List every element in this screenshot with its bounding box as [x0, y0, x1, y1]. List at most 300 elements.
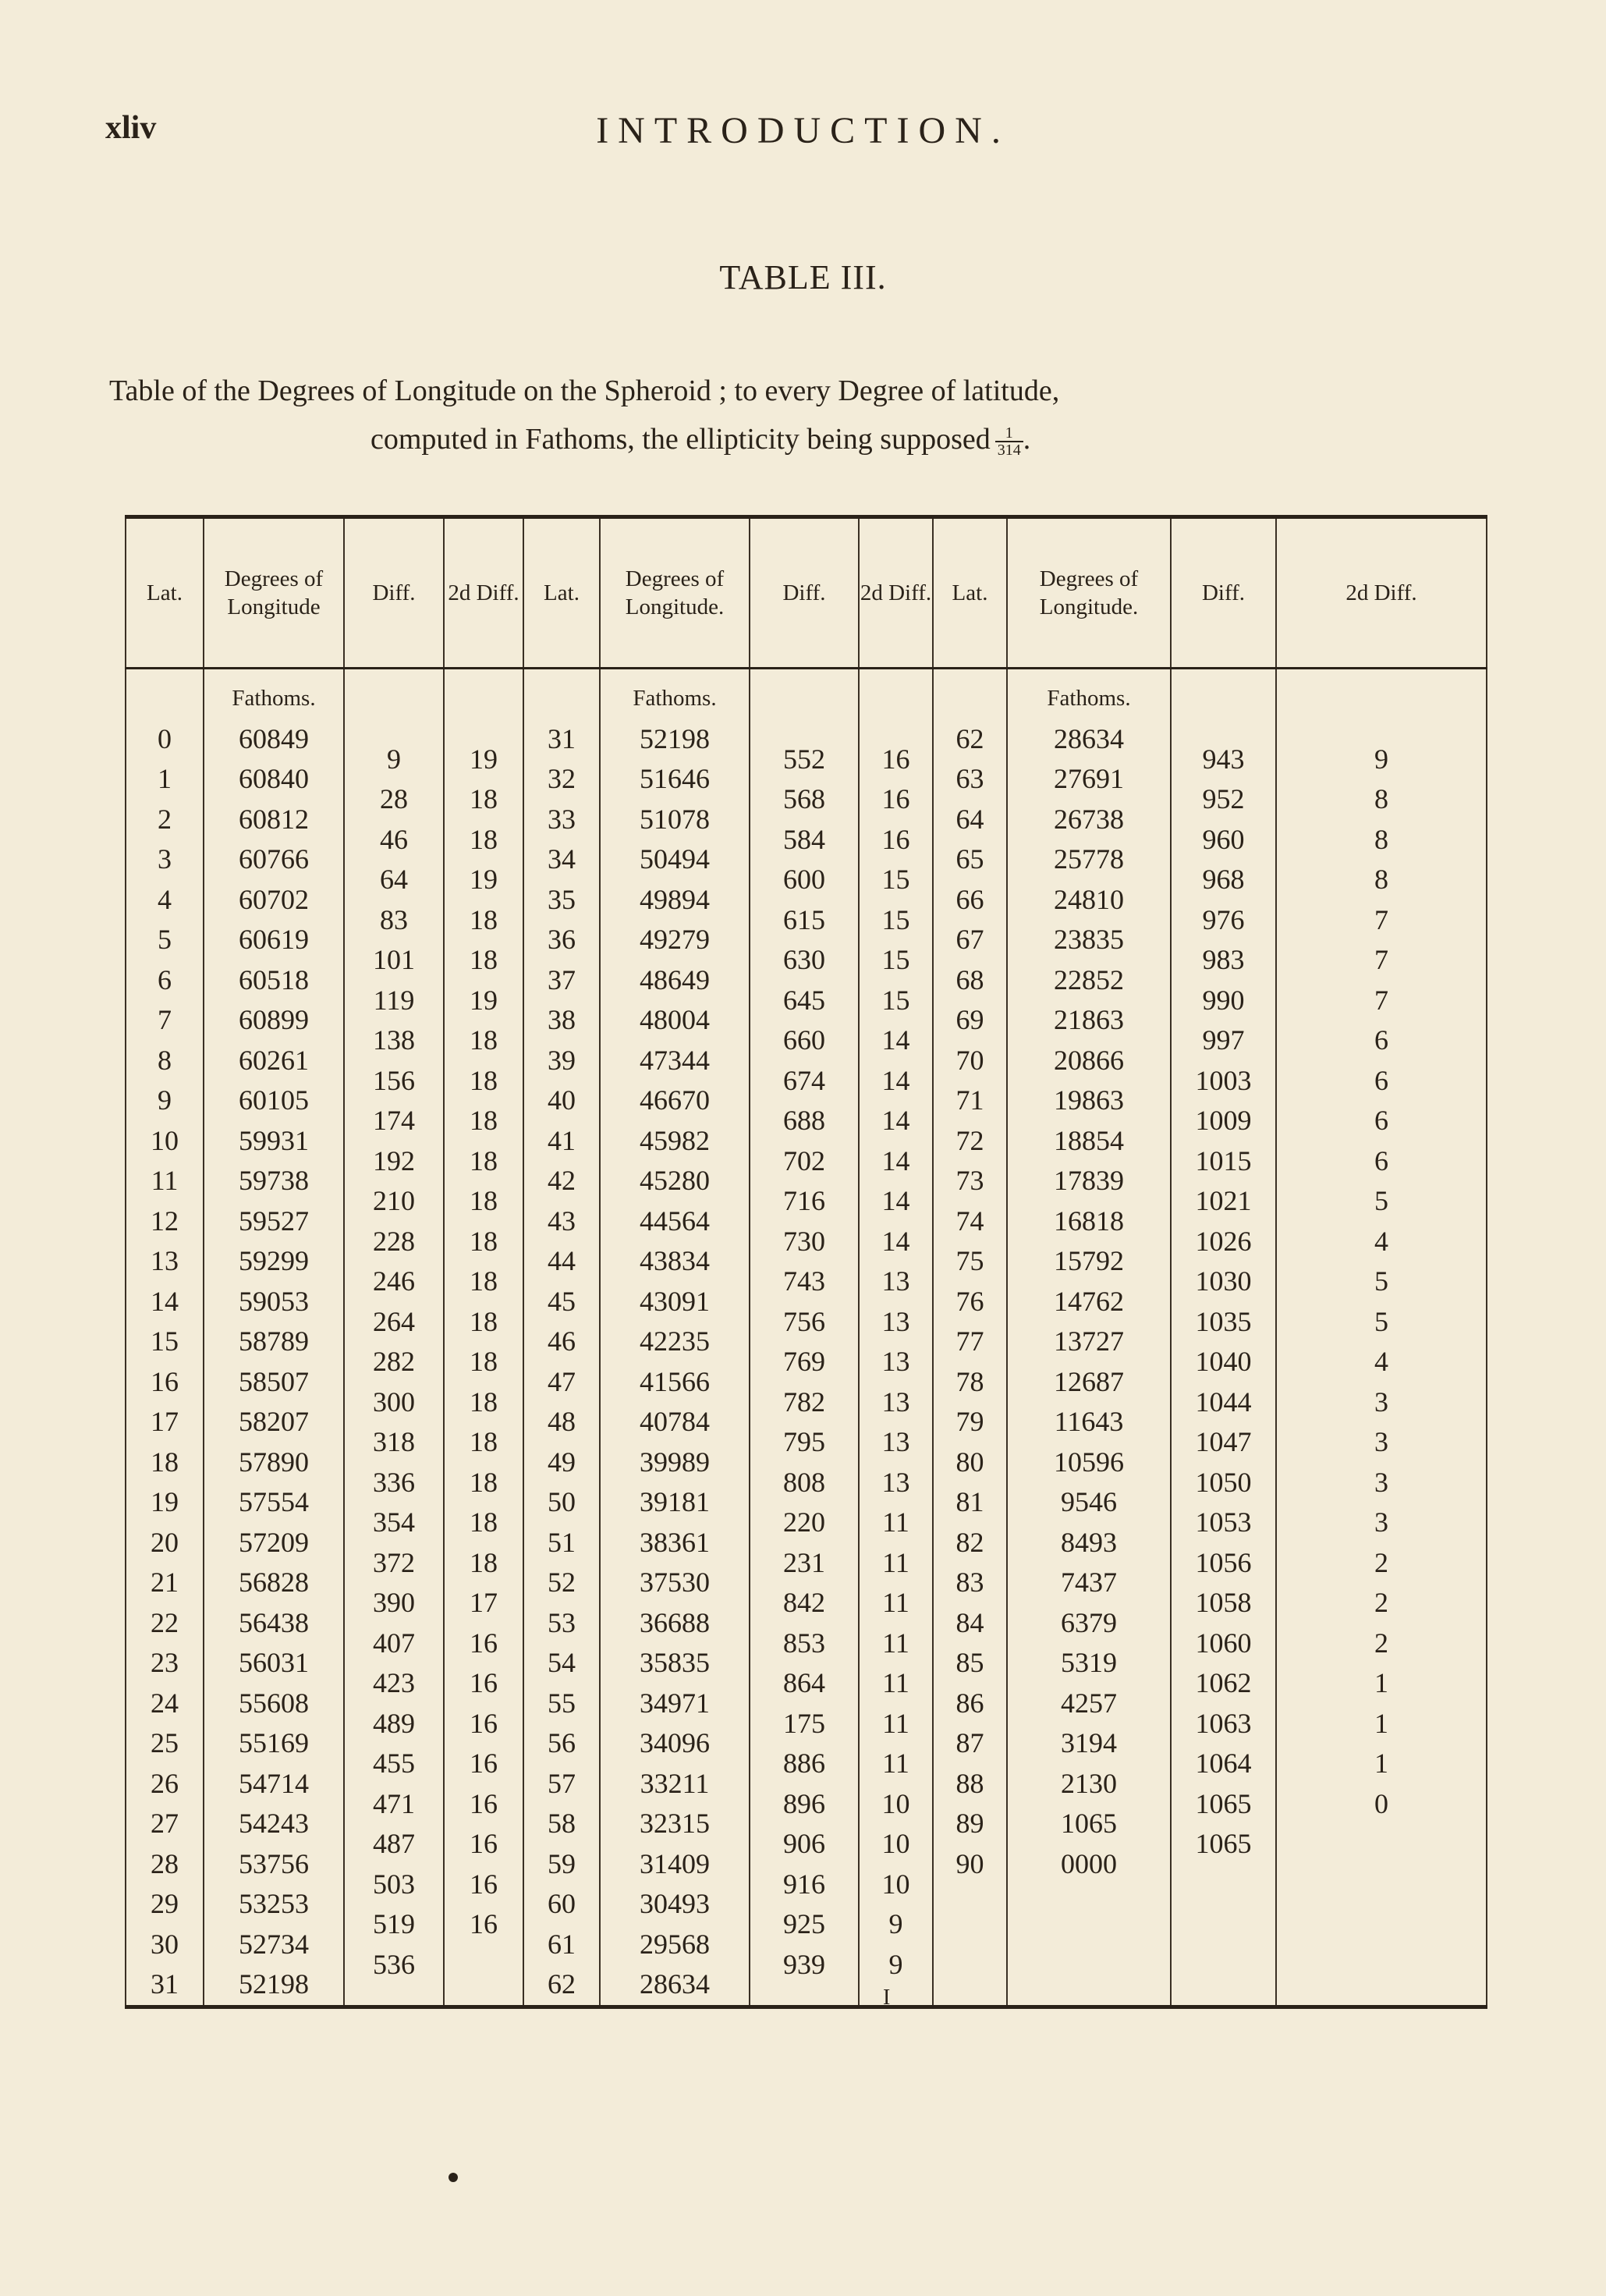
table-cell-longitude: 56031 [239, 1647, 309, 1678]
column-diff-2 [750, 669, 858, 2005]
table-cell-diff: 1050 [1195, 1466, 1252, 1498]
table-cell-diff: 156 [373, 1064, 415, 1096]
cell-longitude-1 [204, 669, 344, 2007]
table-cell-longitude: 59738 [239, 1165, 309, 1196]
table-cell-longitude: 58207 [239, 1406, 309, 1437]
table-cell-longitude: 17839 [1054, 1165, 1124, 1196]
table-cell-lat: 25 [151, 1727, 179, 1758]
table-cell-longitude: 60899 [239, 1004, 309, 1035]
table-cell-diff: 615 [783, 903, 825, 935]
table-cell-diff: 336 [373, 1466, 415, 1498]
table-cell-longitude: 53253 [239, 1888, 309, 1919]
table-cell-longitude: 55608 [239, 1687, 309, 1719]
table-cell-diff2: 3 [1374, 1506, 1388, 1538]
table-cell-lat: 62 [955, 722, 984, 754]
table-cell-diff2: 2 [1374, 1627, 1388, 1659]
table-cell-lat: 88 [955, 1767, 984, 1799]
table-cell-diff2: 16 [470, 1787, 498, 1819]
table-cell-diff: 64 [380, 864, 408, 896]
table-cell-diff: 1021 [1195, 1185, 1252, 1217]
table-cell-diff2: 15 [881, 944, 910, 976]
table-cell-lat: 58 [548, 1808, 576, 1839]
table-cell-diff2: 18 [470, 1466, 498, 1498]
table-cell-lat: 4 [158, 883, 172, 915]
table-cell-longitude: 57209 [239, 1526, 309, 1558]
table-cell-longitude: 50494 [640, 843, 710, 875]
table-cell-diff2: 8 [1374, 783, 1388, 815]
table-cell-diff2: 13 [881, 1305, 910, 1337]
column-spacer [126, 679, 203, 719]
table-cell-diff: 756 [783, 1305, 825, 1337]
table-cell-longitude: 59053 [239, 1285, 309, 1317]
table-cell-lat: 24 [151, 1687, 179, 1719]
table-cell-lat: 84 [955, 1606, 984, 1638]
table-cell-diff2: 19 [470, 743, 498, 775]
table-cell-lat: 33 [548, 803, 576, 835]
table-cell-lat: 17 [151, 1406, 179, 1437]
cell-lat-3 [933, 669, 1007, 2007]
table-cell-diff2: 15 [881, 864, 910, 896]
table-cell-diff: 471 [373, 1787, 415, 1819]
table-cell-diff: 968 [1202, 864, 1245, 896]
table-cell-longitude: 28634 [1054, 722, 1124, 754]
table-cell-lat: 0 [158, 722, 172, 754]
table-cell-lat: 2 [158, 803, 172, 835]
table-cell-diff2: 14 [881, 1144, 910, 1176]
table-cell-diff2: 9 [888, 1948, 903, 1980]
table-cell-diff: 630 [783, 944, 825, 976]
cell-longitude-3 [1007, 669, 1171, 2007]
table-cell-longitude: 43091 [640, 1285, 710, 1317]
table-cell-diff: 390 [373, 1587, 415, 1619]
table-cell-diff2: 18 [470, 783, 498, 815]
table-cell-longitude: 30493 [640, 1888, 710, 1919]
table-cell-lat: 85 [955, 1647, 984, 1678]
table-cell-longitude: 9546 [1061, 1486, 1117, 1517]
table-cell-diff: 1062 [1195, 1667, 1252, 1699]
table-cell-diff: 939 [783, 1948, 825, 1980]
table-cell-diff: 1026 [1195, 1225, 1252, 1257]
table-cell-diff2: 18 [470, 1305, 498, 1337]
table-cell-diff2: 14 [881, 1185, 910, 1217]
table-cell-longitude: 48649 [640, 963, 710, 995]
table-cell-longitude: 26738 [1054, 803, 1124, 835]
table-cell-longitude: 38361 [640, 1526, 710, 1558]
table-cell-diff: 83 [380, 903, 408, 935]
table-cell-diff: 674 [783, 1064, 825, 1096]
table-cell-longitude: 11643 [1054, 1406, 1124, 1437]
cell-diff-1 [344, 669, 444, 2007]
table-cell-diff2: 14 [881, 1105, 910, 1137]
table-cell-longitude: 13727 [1054, 1325, 1124, 1357]
table-cell-lat: 32 [548, 763, 576, 794]
table-cell-diff2: 18 [470, 1064, 498, 1096]
table-cell-longitude: 49279 [640, 924, 710, 955]
header-lat-3: Lat. [933, 517, 1007, 669]
table-cell-diff2: 14 [881, 1225, 910, 1257]
cell-lat-1 [126, 669, 204, 2007]
header-lat-1: Lat. [126, 517, 204, 669]
table-cell-lat: 38 [548, 1004, 576, 1035]
table-cell-diff2: 18 [470, 1426, 498, 1458]
table-cell-diff2: 11 [882, 1707, 909, 1739]
cell-lat-2 [523, 669, 600, 2007]
table-cell-lat: 82 [955, 1526, 984, 1558]
table-cell-lat: 50 [548, 1486, 576, 1517]
table-cell-lat: 62 [548, 1968, 576, 2000]
table-cell-diff: 645 [783, 984, 825, 1016]
table-cell-lat: 78 [955, 1365, 984, 1397]
table-cell-diff: 782 [783, 1386, 825, 1418]
table-cell-diff2: 11 [882, 1546, 909, 1578]
table-cell-lat: 15 [151, 1325, 179, 1357]
table-cell-lat: 37 [548, 963, 576, 995]
table-cell-longitude: 59527 [239, 1205, 309, 1237]
table-cell-diff: 925 [783, 1908, 825, 1940]
table-cell-diff2: 16 [881, 743, 910, 775]
longitude-table [125, 515, 1487, 2009]
column-lat-3 [934, 669, 1006, 2005]
table-cell-diff2: 2 [1374, 1546, 1388, 1578]
table-cell-lat: 80 [955, 1446, 984, 1478]
table-cell-diff: 990 [1202, 984, 1245, 1016]
table-cell-diff: 1047 [1195, 1426, 1252, 1458]
table-cell-longitude: 34971 [640, 1687, 710, 1719]
decorative-dot [448, 2173, 458, 2182]
table-cell-lat: 44 [548, 1245, 576, 1276]
cell-diff-2 [750, 669, 859, 2007]
table-cell-lat: 55 [548, 1687, 576, 1719]
table-cell-lat: 3 [158, 843, 172, 875]
table-cell-diff2: 18 [470, 1546, 498, 1578]
header-row [126, 517, 1487, 669]
table-cell-longitude: 39181 [640, 1486, 710, 1517]
table-cell-longitude: 31409 [640, 1847, 710, 1879]
table-cell-lat: 47 [548, 1365, 576, 1397]
table-cell-diff2: 6 [1374, 1144, 1388, 1176]
table-cell-diff: 1053 [1195, 1506, 1252, 1538]
table-cell-longitude: 40784 [640, 1406, 710, 1437]
table-cell-lat: 19 [151, 1486, 179, 1517]
table-cell-longitude: 60105 [239, 1084, 309, 1116]
table-cell-longitude: 19863 [1054, 1084, 1124, 1116]
table-cell-longitude: 33211 [640, 1767, 710, 1799]
table-cell-diff: 228 [373, 1225, 415, 1257]
column-diff-1 [345, 669, 443, 2005]
column-lat-2 [524, 669, 599, 2005]
table-cell-diff2: 17 [470, 1587, 498, 1619]
table-cell-diff2: 16 [881, 823, 910, 855]
running-head [0, 109, 1606, 156]
table-cell-diff: 702 [783, 1144, 825, 1176]
column-2d-diff-1 [445, 669, 523, 2005]
table-cell-diff2: 6 [1374, 1064, 1388, 1096]
table-cell-lat: 1 [158, 763, 172, 794]
table-cell-lat: 29 [151, 1888, 179, 1919]
table-cell-diff2: 16 [470, 1908, 498, 1940]
table-cell-lat: 81 [955, 1486, 984, 1517]
header-diff-1: Diff. [344, 517, 444, 669]
table-cell-diff: 300 [373, 1386, 415, 1418]
table-cell-diff2: 16 [470, 1828, 498, 1860]
table-cell-diff: 808 [783, 1466, 825, 1498]
table-cell-diff: 1009 [1195, 1105, 1252, 1137]
table-cell-diff2: 18 [470, 944, 498, 976]
table-cell-longitude: 34096 [640, 1727, 710, 1758]
table-cell-longitude: 60840 [239, 763, 309, 794]
table-cell-longitude: 5319 [1061, 1647, 1117, 1678]
units-label: Fathoms. [1047, 686, 1131, 711]
table-cell-lat: 9 [158, 1084, 172, 1116]
table-cell-diff2: 9 [1374, 743, 1388, 775]
table-cell-longitude: 20866 [1054, 1044, 1124, 1076]
table-cell-diff: 568 [783, 783, 825, 815]
table-cell-diff: 101 [373, 944, 415, 976]
table-cell-diff: 1058 [1195, 1587, 1252, 1619]
cell-2d-diff-3 [1276, 669, 1487, 2007]
table-cell-diff2: 11 [882, 1627, 909, 1659]
table-cell-longitude: 49894 [640, 883, 710, 915]
table-cell-longitude: 51078 [640, 803, 710, 835]
table-cell-diff2: 8 [1374, 823, 1388, 855]
table-cell-longitude: 58789 [239, 1325, 309, 1357]
table-cell-lat: 56 [548, 1727, 576, 1758]
table-cell-diff2: 16 [470, 1707, 498, 1739]
table-cell-diff2: 18 [470, 1346, 498, 1378]
table-cell-diff: 282 [373, 1346, 415, 1378]
table-cell-diff2: 5 [1374, 1265, 1388, 1297]
table-cell-diff: 795 [783, 1426, 825, 1458]
header-2d-diff-2: 2d Diff. [859, 517, 933, 669]
table-cell-longitude: 2130 [1061, 1767, 1117, 1799]
table-cell-diff2: 18 [470, 1144, 498, 1176]
table-cell-diff2: 11 [882, 1506, 909, 1538]
table-cell-diff: 716 [783, 1185, 825, 1217]
table-cell-diff: 1060 [1195, 1627, 1252, 1659]
table-cell-diff: 1003 [1195, 1064, 1252, 1096]
table-cell-lat: 83 [955, 1567, 984, 1598]
fraction-numerator: 1 [995, 425, 1023, 442]
table-cell-diff2: 18 [470, 1386, 498, 1418]
table-cell-lat: 14 [151, 1285, 179, 1317]
table-cell-longitude: 45280 [640, 1165, 710, 1196]
table-cell-diff: 688 [783, 1105, 825, 1137]
table-cell-lat: 72 [955, 1124, 984, 1156]
table-cell-diff: 983 [1202, 944, 1245, 976]
table-cell-lat: 36 [548, 924, 576, 955]
table-cell-diff: 600 [783, 864, 825, 896]
table-cell-longitude: 32315 [640, 1808, 710, 1839]
table-cell-lat: 52 [548, 1567, 576, 1598]
table-cell-diff: 318 [373, 1426, 415, 1458]
table-cell-longitude: 10596 [1054, 1446, 1124, 1478]
table-cell-lat: 16 [151, 1365, 179, 1397]
table-cell-diff: 842 [783, 1587, 825, 1619]
cell-2d-diff-1 [444, 669, 523, 2007]
table-cell-diff2: 13 [881, 1265, 910, 1297]
table-cell-longitude: 53756 [239, 1847, 309, 1879]
table-cell-lat: 65 [955, 843, 984, 875]
table-cell-lat: 41 [548, 1124, 576, 1156]
table-cell-diff: 536 [373, 1948, 415, 1980]
table-cell-lat: 27 [151, 1808, 179, 1839]
table-cell-diff2: 14 [881, 1064, 910, 1096]
table-cell-longitude: 52198 [239, 1968, 309, 2000]
caption-line-1: Table of the Degrees of Longitude on the Spheroid ; to every Degree of latitude, [109, 374, 1060, 407]
table-cell-diff2: 18 [470, 823, 498, 855]
table-cell-longitude: 56438 [239, 1606, 309, 1638]
header-longitude-3: Degrees of Longitude. [1007, 517, 1171, 669]
header-lat-2: Lat. [523, 517, 600, 669]
table-cell-longitude: 48004 [640, 1004, 710, 1035]
table-cell-diff: 9 [387, 743, 401, 775]
table-cell-longitude: 0000 [1061, 1847, 1117, 1879]
table-cell-diff: 997 [1202, 1024, 1245, 1056]
table-cell-longitude: 60619 [239, 924, 309, 955]
table-cell-diff: 960 [1202, 823, 1245, 855]
header-diff-2: Diff. [750, 517, 859, 669]
table-cell-lat: 42 [548, 1165, 576, 1196]
table-cell-diff2: 18 [470, 1105, 498, 1137]
table-cell-longitude: 60261 [239, 1044, 309, 1076]
table-cell-diff2: 10 [881, 1868, 910, 1900]
table-cell-diff2: 2 [1374, 1587, 1388, 1619]
table-cell-diff: 943 [1202, 743, 1245, 775]
table-cell-lat: 30 [151, 1928, 179, 1960]
table-cell-diff: 660 [783, 1024, 825, 1056]
table-cell-longitude: 12687 [1054, 1365, 1124, 1397]
table-cell-diff: 423 [373, 1667, 415, 1699]
table-cell-lat: 5 [158, 924, 172, 955]
table-cell-diff: 584 [783, 823, 825, 855]
table-cell-longitude: 59299 [239, 1245, 309, 1276]
table-cell-diff2: 6 [1374, 1024, 1388, 1056]
table-cell-lat: 66 [955, 883, 984, 915]
table-cell-diff: 210 [373, 1185, 415, 1217]
table-cell-longitude: 8493 [1061, 1526, 1117, 1558]
table-cell-diff: 138 [373, 1024, 415, 1056]
column-2d-diff-2 [860, 669, 932, 2005]
table-cell-diff2: 18 [470, 1506, 498, 1538]
table-cell-diff: 46 [380, 823, 408, 855]
table-cell-lat: 22 [151, 1606, 179, 1638]
cell-longitude-2 [600, 669, 750, 2007]
table-cell-diff2: 11 [882, 1748, 909, 1780]
column-2d-diff-3 [1277, 669, 1486, 2005]
table-cell-diff2: 8 [1374, 864, 1388, 896]
table-cell-longitude: 1065 [1061, 1808, 1117, 1839]
table-cell-diff2: 1 [1374, 1667, 1388, 1699]
table-cell-diff2: 18 [470, 1265, 498, 1297]
table-cell-lat: 10 [151, 1124, 179, 1156]
table-cell-diff2: 7 [1374, 944, 1388, 976]
table-cell-longitude: 14762 [1054, 1285, 1124, 1317]
table-cell-diff: 916 [783, 1868, 825, 1900]
table-cell-diff2: 18 [470, 1024, 498, 1056]
table-cell-lat: 8 [158, 1044, 172, 1076]
table-cell-diff: 1056 [1195, 1546, 1252, 1578]
table-cell-diff: 220 [783, 1506, 825, 1538]
table-cell-diff2: 19 [470, 864, 498, 896]
table-cell-diff: 246 [373, 1265, 415, 1297]
table-cell-diff: 1065 [1195, 1828, 1252, 1860]
table-cell-diff: 769 [783, 1346, 825, 1378]
table-cell-longitude: 25778 [1054, 843, 1124, 875]
table-cell-longitude: 57890 [239, 1446, 309, 1478]
table-cell-longitude: 59931 [239, 1124, 309, 1156]
table-cell-diff2: 5 [1374, 1305, 1388, 1337]
header-2d-diff-1: 2d Diff. [444, 517, 523, 669]
table-cell-diff2: 1 [1374, 1748, 1388, 1780]
table-cell-longitude: 60766 [239, 843, 309, 875]
table-cell-diff2: 16 [470, 1627, 498, 1659]
header-longitude-1: Degrees of Longitude [204, 517, 344, 669]
table-cell-longitude: 23835 [1054, 924, 1124, 955]
table-cell-longitude: 43834 [640, 1245, 710, 1276]
fraction-denominator: 314 [997, 442, 1021, 460]
table-cell-diff: 519 [373, 1908, 415, 1940]
table-cell-diff2: 15 [881, 984, 910, 1016]
table-cell-diff: 1035 [1195, 1305, 1252, 1337]
table-cell-diff2: 16 [470, 1868, 498, 1900]
table-cell-longitude: 36688 [640, 1606, 710, 1638]
caption-line-2: computed in Fathoms, the ellipticity being supposed $\frac{1}{314}$ . [370, 423, 1031, 460]
table-cell-diff2: 13 [881, 1466, 910, 1498]
table-cell-diff2: 14 [881, 1024, 910, 1056]
table-cell-diff2: 15 [881, 903, 910, 935]
table-cell-lat: 67 [955, 924, 984, 955]
table-cell-lat: 54 [548, 1647, 576, 1678]
table-cell-longitude: 7437 [1061, 1567, 1117, 1598]
table-cell-diff2: 7 [1374, 984, 1388, 1016]
table-cell-diff2: 7 [1374, 903, 1388, 935]
table-cell-lat: 61 [548, 1928, 576, 1960]
table-cell-lat: 70 [955, 1044, 984, 1076]
table-cell-diff2: 16 [470, 1667, 498, 1699]
table-cell-diff2: 9 [888, 1908, 903, 1940]
table-cell-diff: 119 [373, 984, 415, 1016]
table-cell-lat: 75 [955, 1245, 984, 1276]
table-cell-diff: 1030 [1195, 1265, 1252, 1297]
table-cell-longitude: 54243 [239, 1808, 309, 1839]
table-cell-lat: 12 [151, 1205, 179, 1237]
table-cell-lat: 73 [955, 1165, 984, 1196]
column-longitude-3 [1008, 669, 1170, 2005]
header-2d-diff-3: 2d Diff. [1276, 517, 1487, 669]
table-cell-diff: 503 [373, 1868, 415, 1900]
table-cell-diff2: 4 [1374, 1225, 1388, 1257]
table-cell-diff: 175 [783, 1707, 825, 1739]
table-cell-diff2: 16 [881, 783, 910, 815]
table-cell-lat: 45 [548, 1285, 576, 1317]
table-cell-diff: 976 [1202, 903, 1245, 935]
table-cell-longitude: 60812 [239, 803, 309, 835]
table-cell-lat: 40 [548, 1084, 576, 1116]
table-cell-diff: 853 [783, 1627, 825, 1659]
table-cell-longitude: 54714 [239, 1767, 309, 1799]
table-cell-diff2: 1 [1374, 1707, 1388, 1739]
table-cell-longitude: 27691 [1054, 763, 1124, 794]
table-cell-lat: 18 [151, 1446, 179, 1478]
table-cell-lat: 20 [151, 1526, 179, 1558]
header-diff-3: Diff. [1171, 517, 1276, 669]
column-diff-3 [1172, 669, 1275, 2005]
table-cell-diff2: 13 [881, 1386, 910, 1418]
table-cell-lat: 90 [955, 1847, 984, 1879]
table-cell-diff2: 19 [470, 984, 498, 1016]
table-cell-lat: 86 [955, 1687, 984, 1719]
table-cell-diff2: 3 [1374, 1466, 1388, 1498]
